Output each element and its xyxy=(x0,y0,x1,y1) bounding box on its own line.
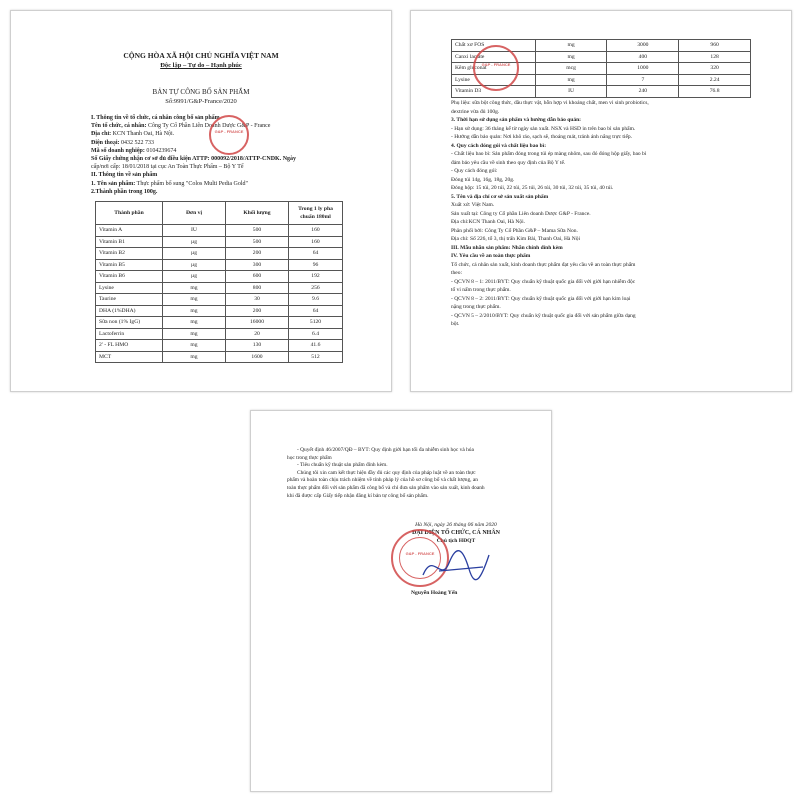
text-line: - QCVN 5 – 2/2010/BYT: Quy chuẩn kỹ thuật quốc gia đối với sản phẩm giữa dạng xyxy=(451,312,636,319)
table-cell: 200 xyxy=(226,305,289,317)
commitment-line: khi đã được cấp Giấy tiếp nhận đăng kí bản tự công bố sản phẩm. xyxy=(287,492,429,499)
text-line: - QCVN 8 – 1: 2011/BYT: Quy chuẩn kỹ thuật quốc gia đối với giới hạn nhiễm độc xyxy=(451,278,636,285)
column-header: Thành phần xyxy=(96,202,163,225)
table-cell: mg xyxy=(163,317,226,329)
table-cell: 400 xyxy=(607,51,679,63)
table-cell: mg xyxy=(535,40,607,52)
text-line: theo: xyxy=(451,270,462,276)
table-cell: 3000 xyxy=(607,40,679,52)
table-cell: Vitamin B2 xyxy=(96,248,163,260)
regulation-line: - Tiêu chuẩn kỹ thuật sản phẩm đính kèm. xyxy=(297,462,388,469)
table-cell: 192 xyxy=(289,271,343,283)
company-stamp: G&P - FRANCE xyxy=(391,529,449,587)
table-cell: Lysine xyxy=(452,74,536,86)
commitment-line: phẩm và hoàn toàn chịu trách nhiệm về tính pháp lý của hồ sơ công bố và chất lượng, an xyxy=(287,477,478,484)
section-heading: III. Mẫu nhãn sản phẩm: Nhãn chính đính kèm xyxy=(451,244,563,251)
table-cell: Chất xơ FOS xyxy=(452,40,536,52)
company-stamp: G&P - FRANCE xyxy=(209,115,249,155)
signature xyxy=(419,545,499,585)
commitment-line: Chúng tôi xin cam kết thực hiện đầy đủ các quy định của pháp luật về an toàn thực xyxy=(297,469,476,476)
table-cell: mg xyxy=(163,305,226,317)
table-row xyxy=(96,225,343,237)
table-cell: Kẽm gluconat xyxy=(452,63,536,75)
table-cell: mg xyxy=(163,294,226,306)
table-cell: 1600 xyxy=(226,351,289,363)
regulation-line: học trong thực phẩm xyxy=(287,454,332,461)
text-line: Phụ liệu: sữa bột công thức, dầu thực vật, hỗn hợp vi khoáng chất, men vi sinh probiotics, xyxy=(451,100,649,106)
text-line: Địa chỉ:KCN Thanh Oai, Hà Nội. xyxy=(451,219,525,225)
table-row xyxy=(96,305,343,317)
document-page-3 xyxy=(250,410,552,792)
column-header: Trong 1 ly pha chuẩn 180ml xyxy=(289,202,343,225)
table-cell: 30 xyxy=(226,294,289,306)
text-line: - Quy cách đóng gói: xyxy=(451,168,498,174)
section-heading: IV. Yêu cầu về an toàn thực phẩm xyxy=(451,253,531,259)
tax-code-line: Mã số doanh nghiệp: 0104239674 xyxy=(91,147,177,154)
table-cell: mg xyxy=(535,51,607,63)
table-cell: MCT xyxy=(96,351,163,363)
text-line: - Hướng dẫn bảo quản: Nơi khô ráo, sạch sẽ, thoáng mát, tránh ánh nắng trực tiếp. xyxy=(451,134,633,140)
representative-role: Chủ tịch HĐQT xyxy=(436,538,476,545)
table-cell: Vitamin A xyxy=(96,225,163,237)
table-cell: mcg xyxy=(535,63,607,75)
table-cell: Taurine xyxy=(96,294,163,306)
text-line: tố vi nấm trong thực phẩm. xyxy=(451,287,511,293)
national-motto: Độc lập – Tự do – Hạnh phúc xyxy=(160,62,242,69)
text-line: đảm bảo yêu cầu về sinh theo quy định của Bộ Y tế. xyxy=(451,159,566,166)
regulation-line: - Quyết định 46/2007/QĐ – BYT: Quy định giới hạn tối đa nhiễm sinh học và hóa xyxy=(297,447,474,453)
composition-title: 2.Thành phần trong 100g. xyxy=(91,188,158,195)
table-cell: 512 xyxy=(289,351,343,363)
table-row xyxy=(96,317,343,329)
document-page-1 xyxy=(10,10,392,392)
table-cell: DHA (1%DHA) xyxy=(96,305,163,317)
text-line: dextrine vừa đủ 100g. xyxy=(451,108,500,115)
table-cell: 1000 xyxy=(607,63,679,75)
section-2-heading: II. Thông tin về sản phẩm xyxy=(91,172,158,179)
table-header-row xyxy=(96,202,343,225)
table-row xyxy=(96,351,343,363)
text-line: nặng trong thực phẩm. xyxy=(451,304,501,310)
table-cell: mg xyxy=(535,74,607,86)
table-cell: mg xyxy=(163,340,226,352)
table-cell: Vitamin B6 xyxy=(96,271,163,283)
table-row xyxy=(96,236,343,248)
signer-name: Nguyễn Hoàng Yến xyxy=(411,590,458,596)
table-cell: mg xyxy=(163,351,226,363)
commitment-line: toàn thực phẩm đối với sản phẩm đã công bố và chỉ đưa sản phẩm vào sản xuất, kinh doanh xyxy=(287,484,485,491)
table-cell: 800 xyxy=(226,282,289,294)
text-line: Phân phối bởi: Công Ty Cổ Phần G&P – Mama Sữa Non. xyxy=(451,227,578,234)
table-cell: 256 xyxy=(289,282,343,294)
table-cell: µg xyxy=(163,271,226,283)
table-cell: mg xyxy=(163,282,226,294)
table-cell: 64 xyxy=(289,248,343,260)
table-cell: 2' - FL HMO xyxy=(96,340,163,352)
company-stamp: G&P - FRANCE xyxy=(473,45,519,91)
table-row xyxy=(96,294,343,306)
section-heading: 5. Tên và địa chỉ cơ sở sản xuất sản phẩm xyxy=(451,193,549,200)
table-cell: Sữa non (1% IgG) xyxy=(96,317,163,329)
table-cell: 160 xyxy=(289,225,343,237)
document-number: Số:9991/G&P-France/2020 xyxy=(165,98,237,105)
table-row xyxy=(96,328,343,340)
text-line: bột. xyxy=(451,321,460,327)
text-line: - Hạn sử dụng: 36 tháng kể từ ngày sản xuất. NSX và HSD in trên bao bì sản phẩm. xyxy=(451,125,636,132)
text-line: Sản xuất tại: Công ty Cổ phần Liên doanh Dược G&P - France. xyxy=(451,210,591,217)
text-line: Địa chỉ: Số 226, tổ 3, thị trấn Kim Bài, Thanh Oai, Hà Nội xyxy=(451,236,580,242)
table-cell: 160 xyxy=(289,236,343,248)
table-cell: 130 xyxy=(226,340,289,352)
table-cell: Vitamin D3 xyxy=(452,86,536,98)
composition-table xyxy=(95,201,343,363)
date-line: Hà Nội, ngày 26 tháng 06 năm 2020 xyxy=(415,522,497,528)
table-cell: 9.6 xyxy=(289,294,343,306)
table-cell: Vitamin B5 xyxy=(96,259,163,271)
column-header: Khối lượng xyxy=(226,202,289,225)
text-line: - Chất liệu bao bì: Sản phẩm đóng trong túi ép màng nhôm, sau đó đóng hộp giấy, bao bì xyxy=(451,151,647,157)
commitment-text xyxy=(287,447,485,500)
table-cell: 960 xyxy=(679,40,751,52)
table-cell: mg xyxy=(163,328,226,340)
product-name-line: 1. Tên sản phẩm: Thực phẩm bổ sung "Colos Multi Pedia Gold" xyxy=(91,180,248,187)
table-cell: IU xyxy=(535,86,607,98)
section-heading: 4. Quy cách đóng gói và chất liệu bao bì: xyxy=(451,142,547,149)
table-row xyxy=(96,248,343,260)
table-cell: 6.4 xyxy=(289,328,343,340)
table-cell: 16000 xyxy=(226,317,289,329)
table-row xyxy=(96,271,343,283)
table-cell: Lysine xyxy=(96,282,163,294)
representative-title: ĐẠI DIỆN TỔ CHỨC, CÁ NHÂN xyxy=(411,530,500,537)
text-line: - QCVN 8 – 2: 2011/BYT: Quy chuẩn kỹ thuật quốc gia đối với giới hạn kim loại xyxy=(451,295,631,302)
table-row xyxy=(96,282,343,294)
table-cell: 500 xyxy=(226,225,289,237)
table-row xyxy=(96,259,343,271)
phone-line: Điện thoại: 0432 522 733 xyxy=(91,139,154,146)
table-cell: 320 xyxy=(679,63,751,75)
table-cell: 41.6 xyxy=(289,340,343,352)
table-cell: 2.24 xyxy=(679,74,751,86)
national-header: CỘNG HÒA XÃ HỘI CHỦ NGHĨA VIỆT NAM xyxy=(123,51,279,60)
table-cell: 200 xyxy=(226,248,289,260)
text-line: Tổ chức, cá nhân sản xuất, kinh doanh thực phẩm đạt yêu cầu về an toàn thực phẩm xyxy=(451,261,636,268)
table-cell: 500 xyxy=(226,236,289,248)
table-cell: 240 xyxy=(607,86,679,98)
table-cell: Vitamin B1 xyxy=(96,236,163,248)
table-cell: 96 xyxy=(289,259,343,271)
text-line: Đóng hộp: 15 túi, 20 túi, 22 túi, 25 túi, 26 túi, 30 túi, 32 túi, 35 túi, 40 túi. xyxy=(451,185,614,191)
certificate-line-1: Số Giấy chứng nhận cơ sở đủ điều kiện ATTP: 000092/2018/ATTP-CNDK. Ngày xyxy=(91,156,297,163)
table-cell: µg xyxy=(163,236,226,248)
column-header: Đơn vị xyxy=(163,202,226,225)
table-cell: µg xyxy=(163,259,226,271)
address-line: Địa chỉ: KCN Thanh Oai, Hà Nội. xyxy=(91,131,175,138)
table-cell: 600 xyxy=(226,271,289,283)
product-details-text xyxy=(451,99,649,329)
text-line: Đóng túi 14g, 16g, 18g, 20g. xyxy=(451,176,515,183)
table-cell: 300 xyxy=(226,259,289,271)
table-cell: Canxi lactate xyxy=(452,51,536,63)
table-row xyxy=(96,340,343,352)
table-cell: 76.8 xyxy=(679,86,751,98)
table-cell: 20 xyxy=(226,328,289,340)
org-name-line: Tên tổ chức, cá nhân: Công Ty Cổ Phần Liên Doanh Dược G&P - France xyxy=(91,123,271,130)
document-page-2 xyxy=(410,10,792,392)
table-cell: IU xyxy=(163,225,226,237)
table-cell: Lactoferrin xyxy=(96,328,163,340)
table-cell: 7 xyxy=(607,74,679,86)
table-cell: 5120 xyxy=(289,317,343,329)
text-line: Xuất xứ: Việt Nam. xyxy=(451,202,495,208)
section-heading: 3. Thời hạn sử dụng sản phẩm và hướng dẫn bảo quản: xyxy=(451,117,581,123)
certificate-line-2: cấp/nơi cấp: 18/01/2018 tại cục An Toàn Thực Phẩm – Bộ Y Tế xyxy=(91,164,244,171)
section-1-heading: I. Thông tin về tổ chức, cá nhân công bố sản phẩm xyxy=(91,115,220,121)
document-title: BẢN TỰ CÔNG BỐ SẢN PHẨM xyxy=(152,88,250,96)
table-cell: 128 xyxy=(679,51,751,63)
table-cell: 64 xyxy=(289,305,343,317)
table-cell: µg xyxy=(163,248,226,260)
